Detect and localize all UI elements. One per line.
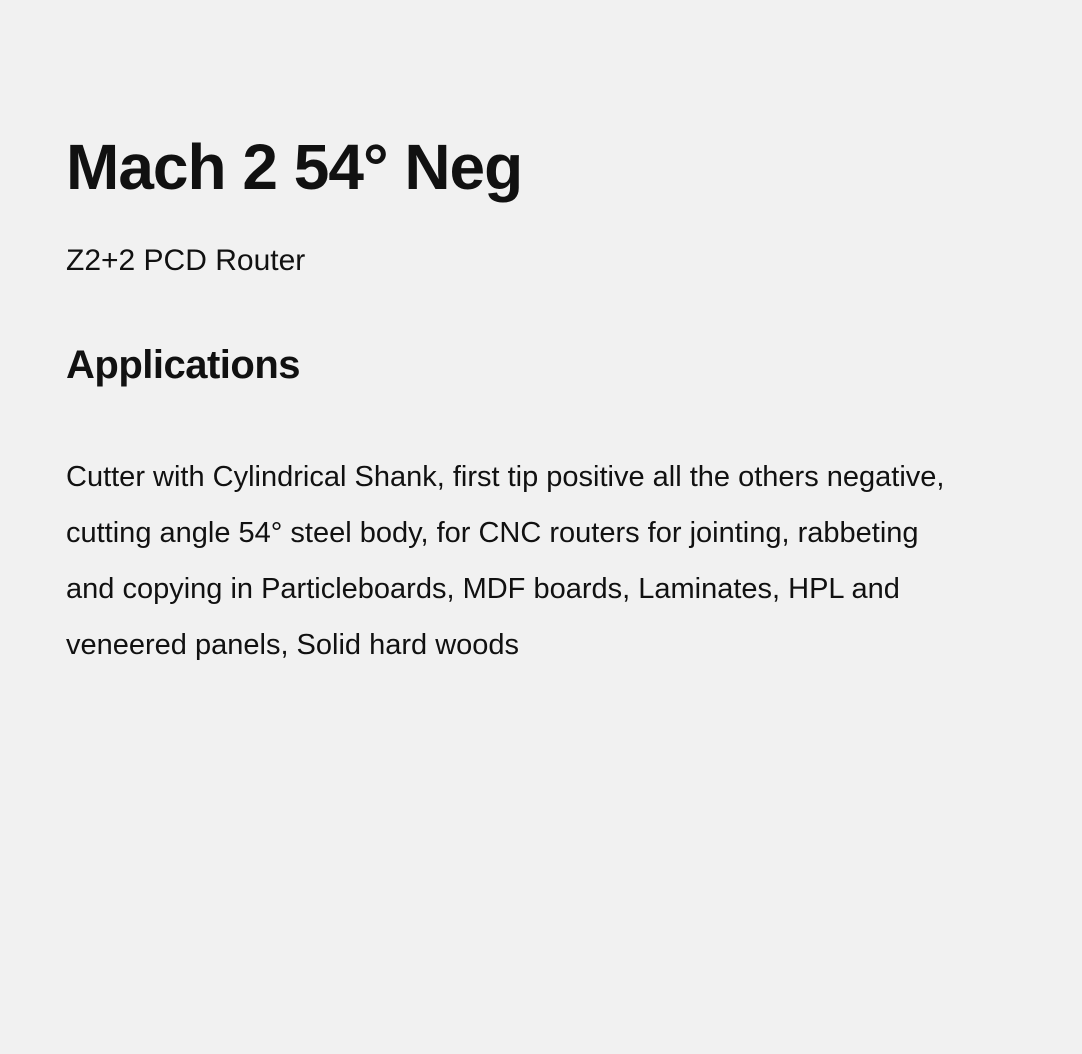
- product-subtitle: Z2+2 PCD Router: [66, 244, 306, 278]
- applications-description: Cutter with Cylindrical Shank, first tip positive all the others negative, cutting angle 54° steel body, for CNC routers for jointing, rabbeting and copying in Particleboards, MDF boards, Laminates, HPL and veneered panels, Solid hard woods: [66, 461, 945, 662]
- applications-heading: Applications: [66, 343, 301, 388]
- page-title: Mach 2 54° Neg: [66, 131, 523, 203]
